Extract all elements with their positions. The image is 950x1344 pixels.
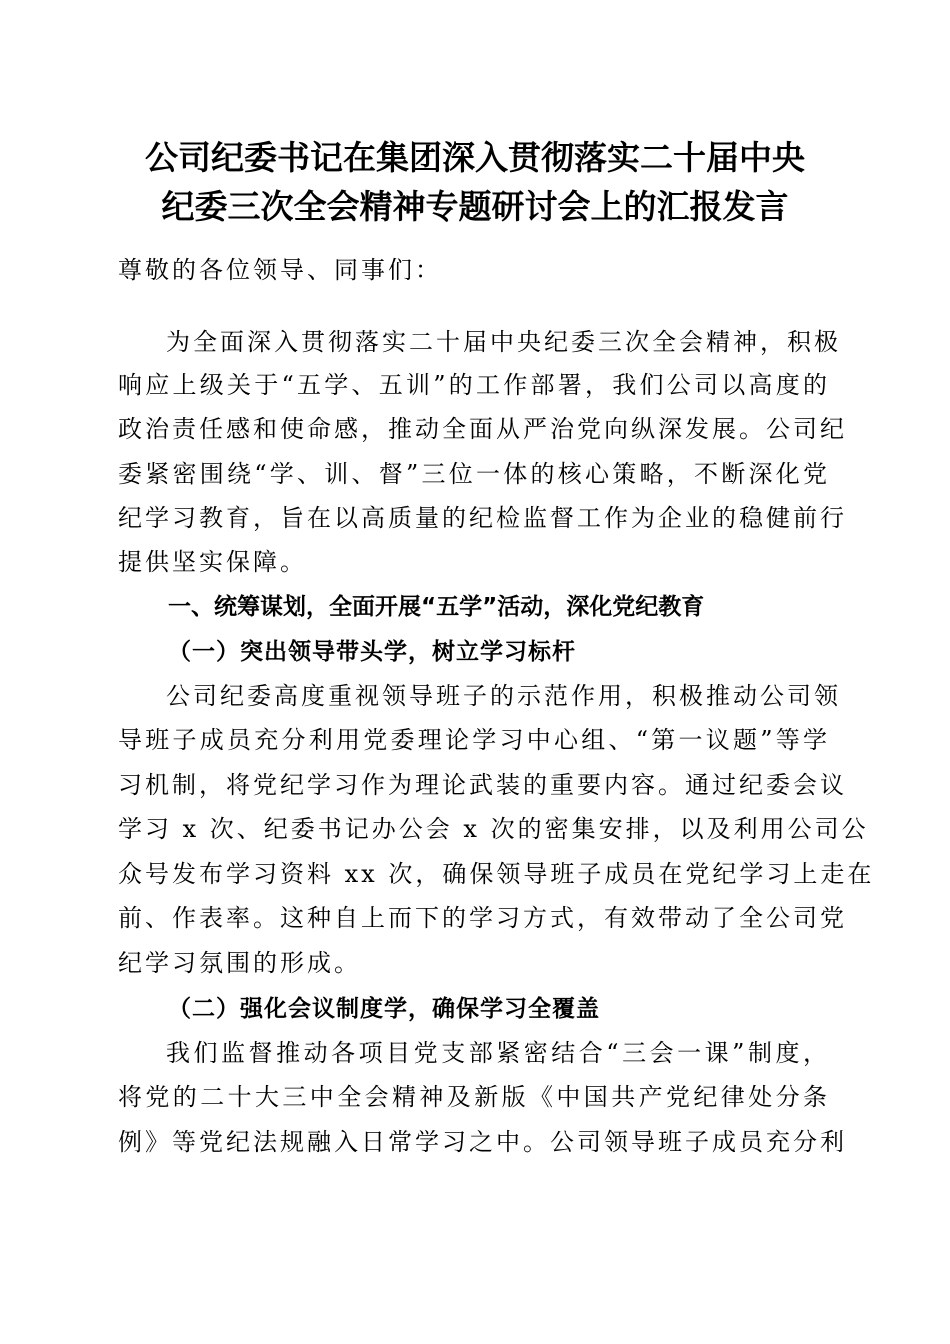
paragraph-line: 习机制，将党纪学习作为理论武装的重要内容。通过纪委会议 xyxy=(118,771,847,799)
intro-line: 委紧密围绕“学、训、督”三位一体的核心策略，不断深化党 xyxy=(118,460,830,488)
intro-line: 纪学习教育，旨在以高质量的纪检监督工作为企业的稳健前行 xyxy=(118,504,847,532)
paragraph-line: 公司纪委高度重视领导班子的示范作用，积极推动公司领 xyxy=(166,682,841,710)
document-title-line-1: 公司纪委书记在集团深入贯彻落实二十届中央 xyxy=(145,138,805,177)
intro-line: 政治责任感和使命感，推动全面从严治党向纵深发展。公司纪 xyxy=(118,415,847,443)
intro-line: 为全面深入贯彻落实二十届中央纪委三次全会精神，积极 xyxy=(166,328,841,356)
paragraph-line: 纪学习氛围的形成。 xyxy=(118,949,361,977)
salutation: 尊敬的各位领导、同事们： xyxy=(118,256,442,284)
paragraph-line: 前、作表率。这种自上而下的学习方式，有效带动了全公司党 xyxy=(118,904,847,932)
paragraph-line: 学习 x 次、纪委书记办公会 x 次的密集安排，以及利用公司公 xyxy=(118,815,869,843)
subsection-heading-2: （二）强化会议制度学，确保学习全覆盖 xyxy=(168,995,600,1022)
section-heading-1: 一、统筹谋划，全面开展“五学”活动，深化党纪教育 xyxy=(168,594,705,620)
subsection-heading-1: （一）突出领导带头学，树立学习标杆 xyxy=(168,638,576,665)
paragraph-line: 我们监督推动各项目党支部紧密结合“三会一课”制度， xyxy=(166,1039,830,1067)
intro-line: 提供坚实保障。 xyxy=(118,548,307,576)
intro-line: 响应上级关于“五学、五训”的工作部署，我们公司以高度的 xyxy=(118,371,830,399)
document-title-line-2: 纪委三次全会精神专题研讨会上的汇报发言 xyxy=(161,187,789,226)
paragraph-line: 众号发布学习资料 xx 次，确保领导班子成员在党纪学习上走在 xyxy=(118,860,875,888)
paragraph-line: 将党的二十大三中全会精神及新版《中国共产党纪律处分条 xyxy=(118,1083,830,1111)
paragraph-line: 例》等党纪法规融入日常学习之中。公司领导班子成员充分利 xyxy=(118,1128,847,1156)
paragraph-line: 导班子成员充分利用党委理论学习中心组、“第一议题”等学 xyxy=(118,726,830,754)
